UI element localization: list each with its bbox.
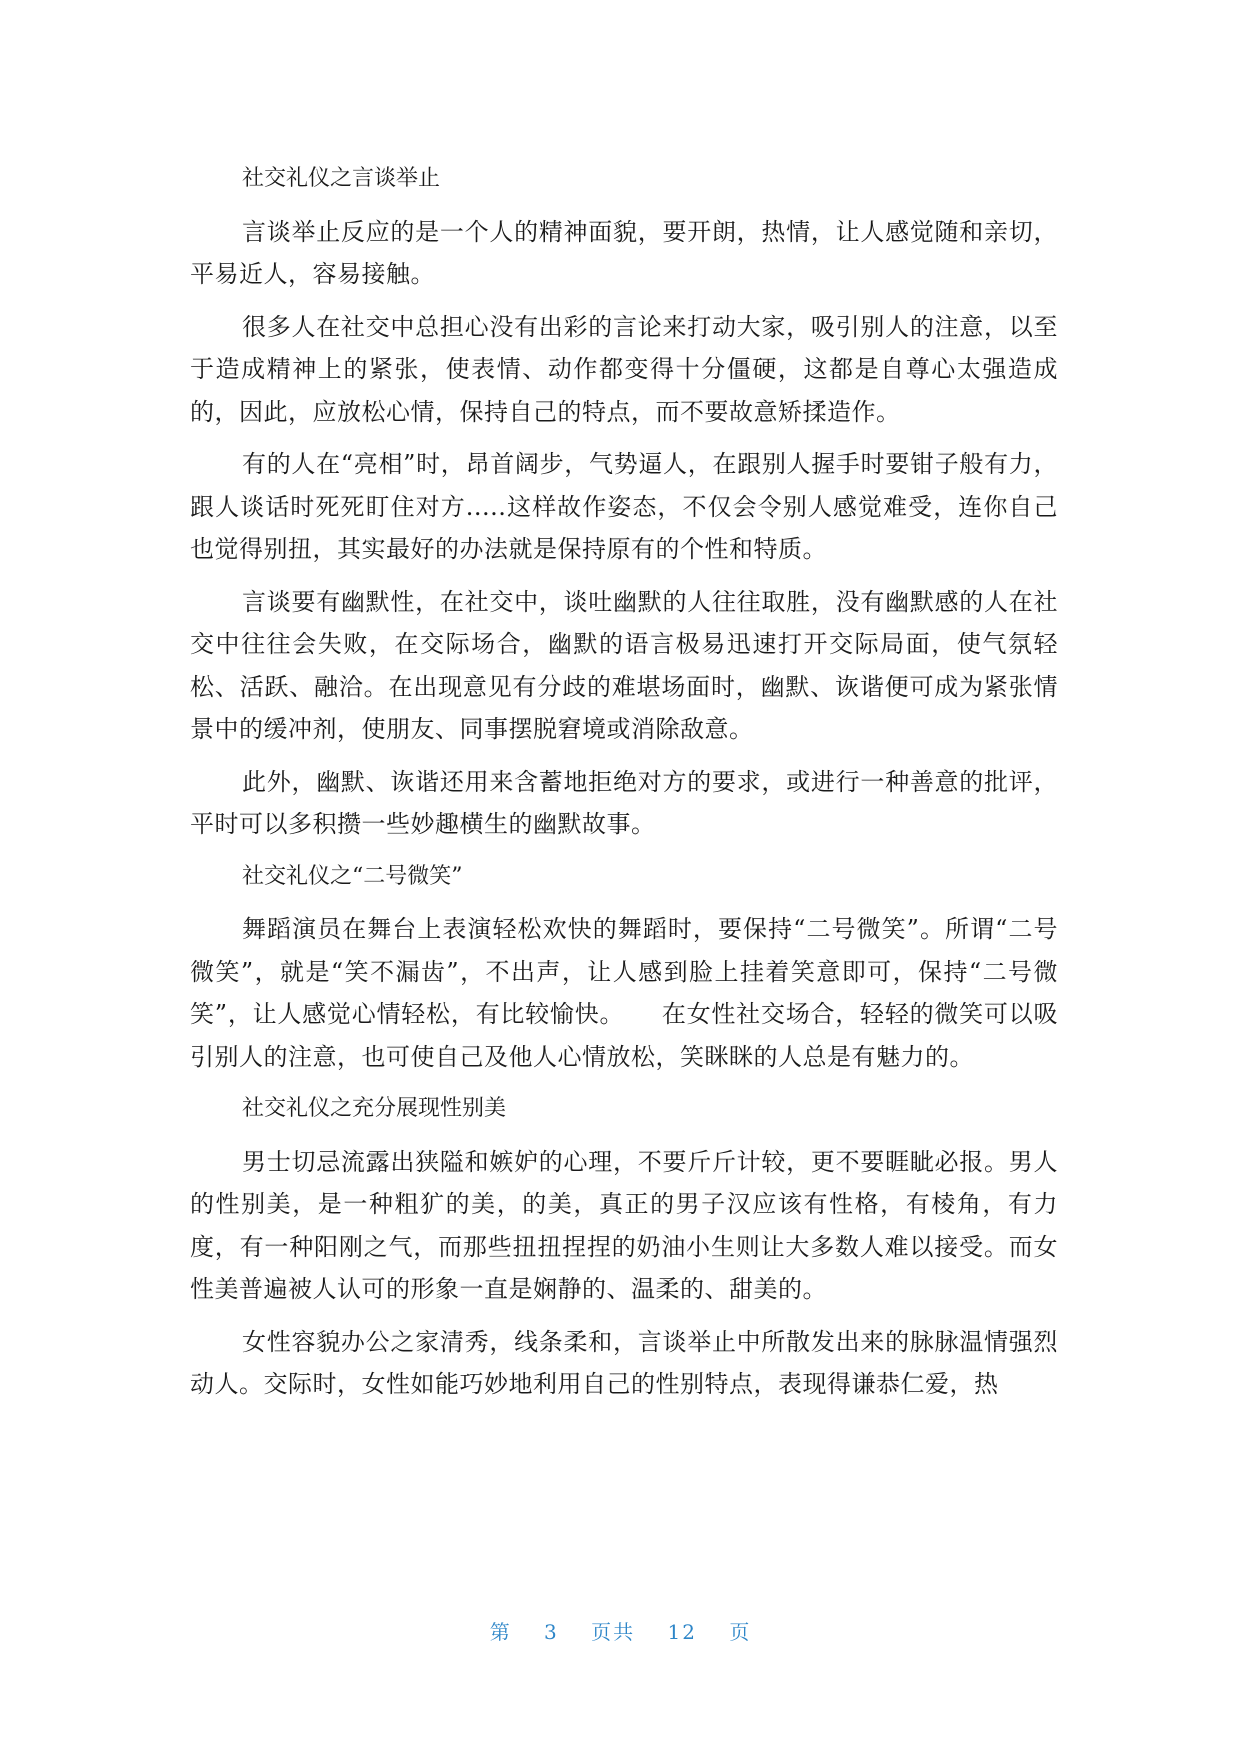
paragraph: 有的人在“亮相”时，昂首阔步，气势逼人，在跟别人握手时要钳子般有力，跟人谈话时死死盯住对方.....这样故作姿态，不仅会令别人感觉难受，连你自己也觉得别扭，其实最好的办法就是保持原有的个性和特质。 (190, 450, 1058, 563)
footer-total-pages: 12 (667, 1620, 697, 1644)
paragraph: 言谈要有幽默性，在社交中，谈吐幽默的人往往取胜，没有幽默感的人在社交中往往会失败，在交际场合，幽默的语言极易迅速打开交际局面，使气氛轻松、活跃、融洽。在出现意见有分歧的难堪场面时，幽默、诙谐便可成为紧张情景中的缓冲剂，使朋友、同事摆脱窘境或消除敌意。 (190, 587, 1058, 743)
paragraph: 舞蹈演员在舞台上表演轻松欢快的舞蹈时，要保持“二号微笑”。所谓“二号微笑”，就是“笑不漏齿”，不出声，让人感到脸上挂着笑意即可，保持“二号微笑”，让人感觉心情轻松，有比较愉快。 在女性社交场合，轻轻的微笑可以吸引别人的注意，也可使自己及他人心情放松，笑眯眯的人总是有魅力的。 (190, 915, 1058, 1071)
section-heading: 社交礼仪之言谈举止 (242, 166, 441, 191)
footer-middle: 页共 (591, 1620, 636, 1644)
footer-page-number: 3 (544, 1620, 559, 1644)
paragraph: 此外，幽默、诙谐还用来含蓄地拒绝对方的要求，或进行一种善意的批评，平时可以多积攒一些妙趣横生的幽默故事。 (190, 767, 1058, 838)
footer-prefix: 第 (489, 1620, 512, 1644)
paragraph: 男士切忌流露出狭隘和嫉妒的心理，不要斤斤计较，更不要睚眦必报。男人的性别美，是一种粗犷的美，的美，真正的男子汉应该有性格，有棱角，有力度，有一种阳刚之气，而那些扭扭捏捏的奶油小生则让大多数人难以接受。而女性美普遍被人认可的形象一直是娴静的、温柔的、甜美的。 (190, 1147, 1058, 1303)
paragraph: 言谈举止反应的是一个人的精神面貌，要开朗，热情，让人感觉随和亲切，平易近人，容易接触。 (190, 217, 1058, 288)
paragraph: 女性容貌办公之家清秀，线条柔和，言谈举止中所散发出来的脉脉温情强烈动人。交际时，女性如能巧妙地利用自己的性别特点，表现得谦恭仁爱，热 (190, 1327, 1058, 1398)
page-footer (0, 1616, 1241, 1645)
paragraph: 很多人在社交中总担心没有出彩的言论来打动大家，吸引别人的注意，以至于造成精神上的紧张，使表情、动作都变得十分僵硬，这都是自尊心太强造成的，因此，应放松心情，保持自己的特点，而不要故意矫揉造作。 (190, 312, 1058, 426)
document-body (190, 158, 1058, 1416)
section-heading: 社交礼仪之“二号微笑” (242, 863, 463, 889)
section-heading: 社交礼仪之充分展现性别美 (242, 1096, 507, 1121)
footer-suffix: 页 (729, 1620, 752, 1644)
